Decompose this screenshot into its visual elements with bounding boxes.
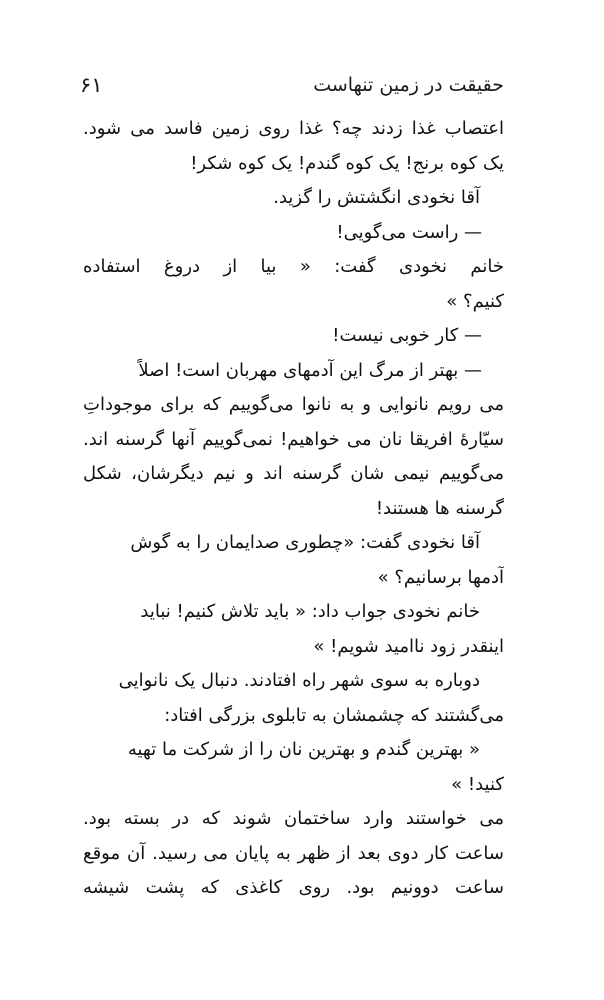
text-line: آقا نخودی انگشتش را گزید. <box>273 187 480 208</box>
body-text <box>83 112 504 906</box>
text-line: یک کوه برنج! یک کوه گندم! یک کوه شکر! <box>190 152 504 174</box>
text-line: آدمها برسانیم؟ » <box>377 566 504 588</box>
page-header <box>80 70 504 104</box>
text-line: کنیم؟ » <box>446 290 504 312</box>
text-line: گرسنه ها هستند! <box>375 497 504 519</box>
text-line: سیّارهٔ افریقا نان می خواهیم! نمی‌گوییم آنها گرسنه اند. <box>83 428 504 450</box>
text-line: می‌گوییم نیمی شان گرسنه اند و نیم دیگرشان، شکل <box>83 463 504 484</box>
text-line: ساعت دوونیم بود. روی کاغذی که پشت شیشه <box>83 877 504 898</box>
text-line: اینقدر زود ناامید شویم! » <box>313 635 504 657</box>
text-line: می خواستند وارد ساختمان شوند که در بسته بود. <box>83 808 504 829</box>
page-number: ۶۱ <box>80 73 103 97</box>
text-line: می رویم نانوایی و به نانوا می‌گوییم که برای موجوداتِ <box>83 394 504 415</box>
text-line: اعتصاب غذا زدند چه؟ غذا روی زمین فاسد می شود. <box>83 118 504 139</box>
running-title: حقیقت در زمین تنهاست <box>313 74 504 96</box>
text-line: کنید! » <box>451 773 504 795</box>
text-line: — بهتر از مرگ این آدمهای مهربان است! اصلاً <box>138 359 482 381</box>
text-line: دوباره به سوی شهر راه افتادند. دنبال یک نانوایی <box>118 670 480 691</box>
text-line: « بهترین گندم و بهترین نان را از شرکت ما تهیه <box>127 739 480 760</box>
text-line: آقا نخودی گفت: «چطوری صدایمان را به گوش <box>130 532 480 553</box>
text-line: — راست می‌گویی! <box>336 221 482 243</box>
text-line: ساعت کار دوی بعد از ظهر به پایان می رسید. آن موقع <box>83 842 504 864</box>
text-line: — کار خوبی نیست! <box>332 325 482 346</box>
text-line: خانم نخودی جواب داد: « باید تلاش کنیم! نباید <box>140 601 480 622</box>
text-line: می‌گشتند که چشمشان به تابلوی بزرگی افتاد: <box>164 704 504 726</box>
text-line: خانم نخودی گفت: « بیا از دروغ استفاده <box>83 256 504 277</box>
